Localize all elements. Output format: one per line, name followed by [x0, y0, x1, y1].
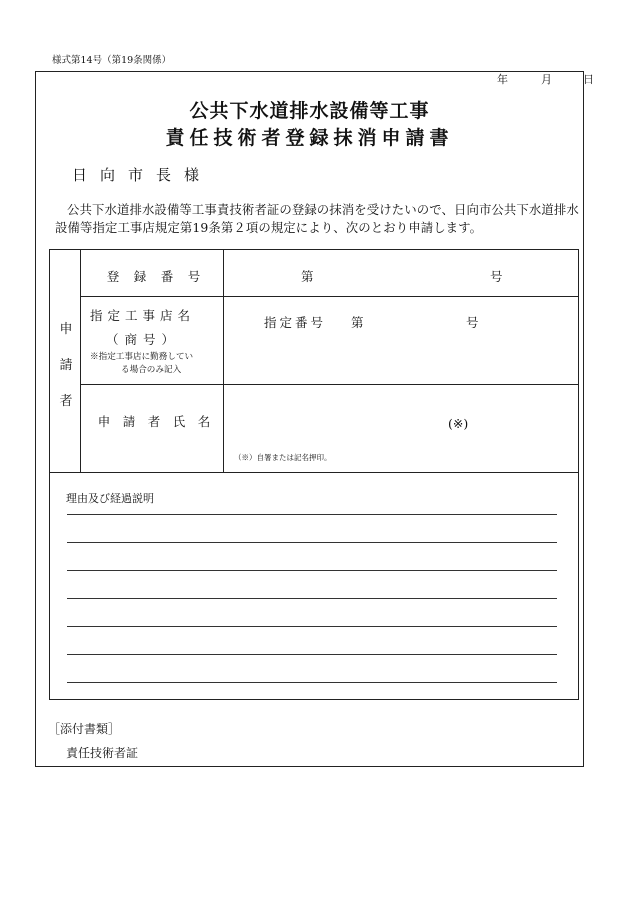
row-divider-reason: [50, 472, 578, 473]
reason-line-7: [67, 682, 557, 683]
reason-label: 理由及び経過説明: [66, 492, 154, 505]
seal-mark: (※): [448, 416, 469, 431]
designation-number-suffix: 号: [466, 315, 479, 330]
title-line-2: 責任技術者登録抹消申請書: [165, 127, 454, 149]
designation-number-prefix: 第: [351, 315, 364, 330]
reason-line-1: [67, 514, 557, 515]
title-line-1: 公共下水道排水設備等工事: [189, 100, 430, 122]
form-number-label: 様式第14号（第19条関係）: [52, 55, 172, 66]
reason-line-3: [67, 570, 557, 571]
row-divider-2: [80, 384, 579, 385]
date-day: 日: [583, 73, 594, 86]
reason-line-4: [67, 598, 557, 599]
addressee: 日向市長様: [72, 166, 213, 184]
registration-number-suffix: 号: [490, 269, 503, 284]
contractor-name-label: 指定工事店名: [90, 308, 196, 323]
applicant-section-label: 申請者: [59, 322, 73, 409]
contractor-note-line-2: る場合のみ記入: [121, 365, 182, 375]
reason-line-6: [67, 654, 557, 655]
column-divider-label: [223, 250, 224, 472]
date-line: [497, 71, 594, 87]
applicant-name-label: 申 請 者 氏 名: [97, 414, 211, 429]
row-divider-1: [80, 296, 579, 297]
registration-number-label: 登 録 番 号: [106, 269, 202, 284]
trade-name-label: （商号）: [106, 332, 181, 347]
signature-note: （※）自署または記名押印。: [234, 453, 332, 462]
date-month: 月: [541, 73, 552, 86]
application-statement: 公共下水道排水設備等工事責技術者証の登録の抹消を受けたいので、日向市公共下水道排水設備等指定工事店規定第19条第２項の規定により、次のとおり申請します。: [55, 202, 579, 235]
registration-number-prefix: 第: [301, 269, 314, 284]
date-year: 年: [497, 73, 508, 86]
attachment-item: 責任技術者証: [66, 746, 139, 760]
designation-number-label: 指定番号: [264, 315, 327, 330]
reason-line-2: [67, 542, 557, 543]
column-divider-applicant: [80, 250, 81, 472]
applicant-table: [49, 249, 579, 700]
contractor-note-line-1: ※指定工事店に勤務してい: [90, 352, 194, 362]
reason-line-5: [67, 626, 557, 627]
attachments-heading: ［添付書類］: [48, 722, 121, 736]
